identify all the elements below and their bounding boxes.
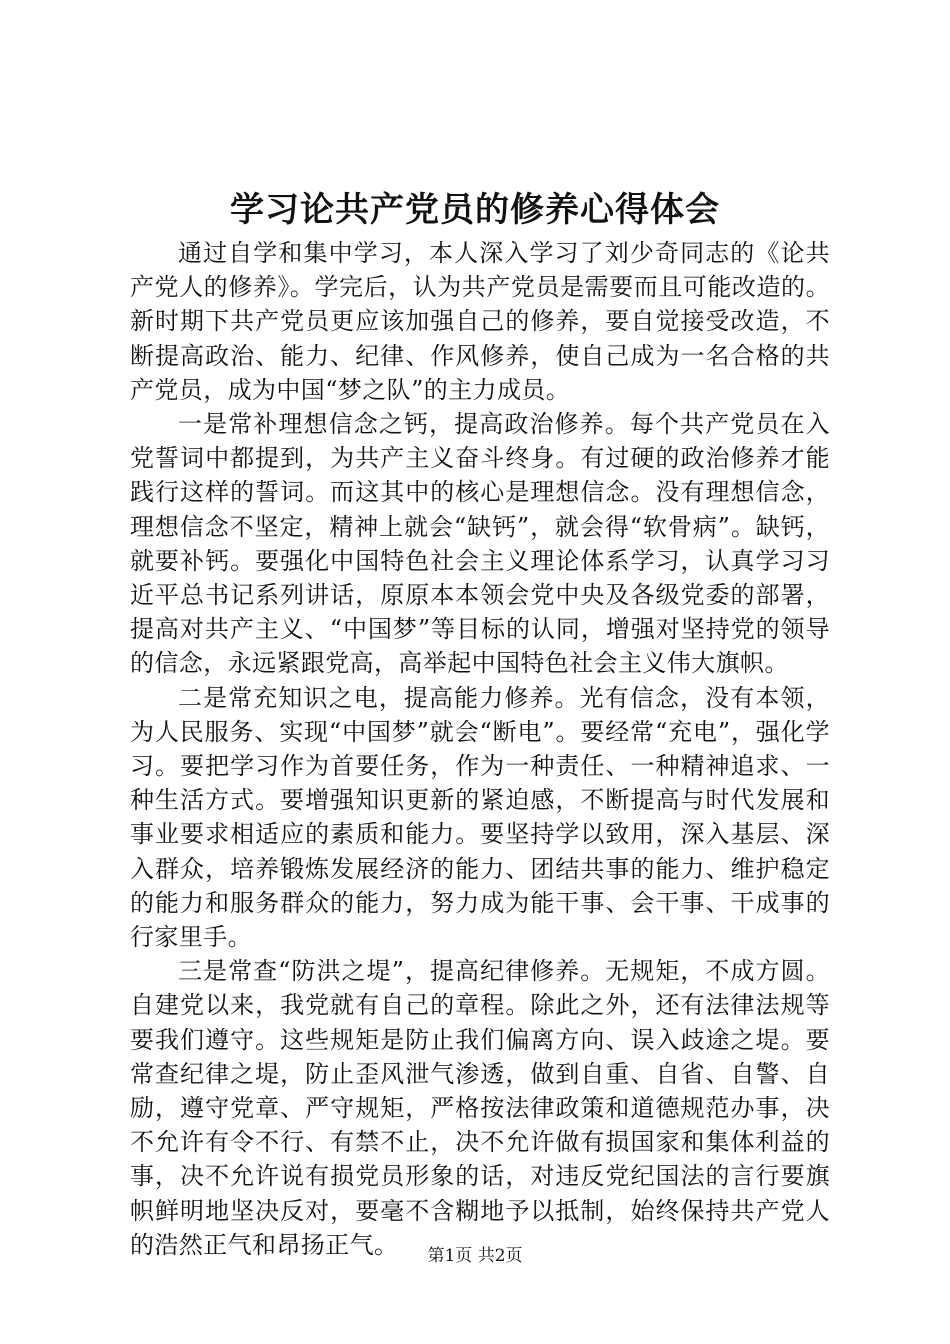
paragraph-political: 一是常补理想信念之钙，提高政治修养。每个共产党员在入党誓词中都提到，为共产主义奋斗终身。有过硬的政治修养才能践行这样的誓词。而这其中的核心是理想信念。没有理想信念，理想信念不坚定，精神上就会“缺钙”，就会得“软骨病”。缺钙，就要补钙。要强化中国特色社会主义理论体系学习，认真学习习近平总书记系列讲话，原原本本领会党中央及各级党委的部署，提高对共产主义、“中国梦”等目标的认同，增强对坚持党的领导的信念，永远紧跟党高，高举起中国特色社会主义伟大旗帜。 — [130, 410, 830, 678]
paragraph-ability: 二是常充知识之电，提高能力修养。光有信念，没有本领，为人民服务、实现“中国梦”就会“断电”。要经常“充电”，强化学习。要把学习作为首要任务，作为一种责任、一种精神追求、一种生活方式。要增强知识更新的紧迫感，不断提高与时代发展和事业要求相适应的素质和能力。要坚持学以致用，深入基层、深入群众，培养锻炼发展经济的能力、团结共事的能力、维护稳定的能力和服务群众的能力，努力成为能干事、会干事、干成事的行家里手。 — [130, 683, 830, 952]
page-footer: 第1页 共2页 — [427, 1246, 523, 1266]
paragraph-intro: 通过自学和集中学习，本人深入学习了刘少奇同志的《论共产党人的修养》。学完后，认为共产党员是需要而且可能改造的。新时期下共产党员更应该加强自己的修养，要自觉接受改造，不断提高政治、能力、纪律、作风修养，使自己成为一名合格的共产党员，成为中国“梦之队”的主力成员。 — [130, 239, 830, 404]
document-body — [130, 236, 830, 1262]
document-title: 学习论共产党员的修养心得体会 — [230, 190, 720, 230]
paragraph-discipline: 三是常查“防洪之堤”，提高纪律修养。无规矩，不成方圆。自建党以来，我党就有自己的章程。除此之外，还有法律法规等要我们遵守。这些规矩是防止我们偏离方向、误入歧途之堤。要常查纪律之堤，防止歪风泄气渗透，做到自重、自省、自警、自励，遵守党章、严守规矩，严格按法律政策和道德规范办事，决不允许有令不行、有禁不止，决不允许做有损国家和集体利益的事，决不允许说有损党员形象的话，对违反党纪国法的言行要旗帜鲜明地坚决反对，要毫不含糊地予以抵制，始终保持共产党人的浩然正气和昂扬正气。 — [130, 957, 830, 1259]
